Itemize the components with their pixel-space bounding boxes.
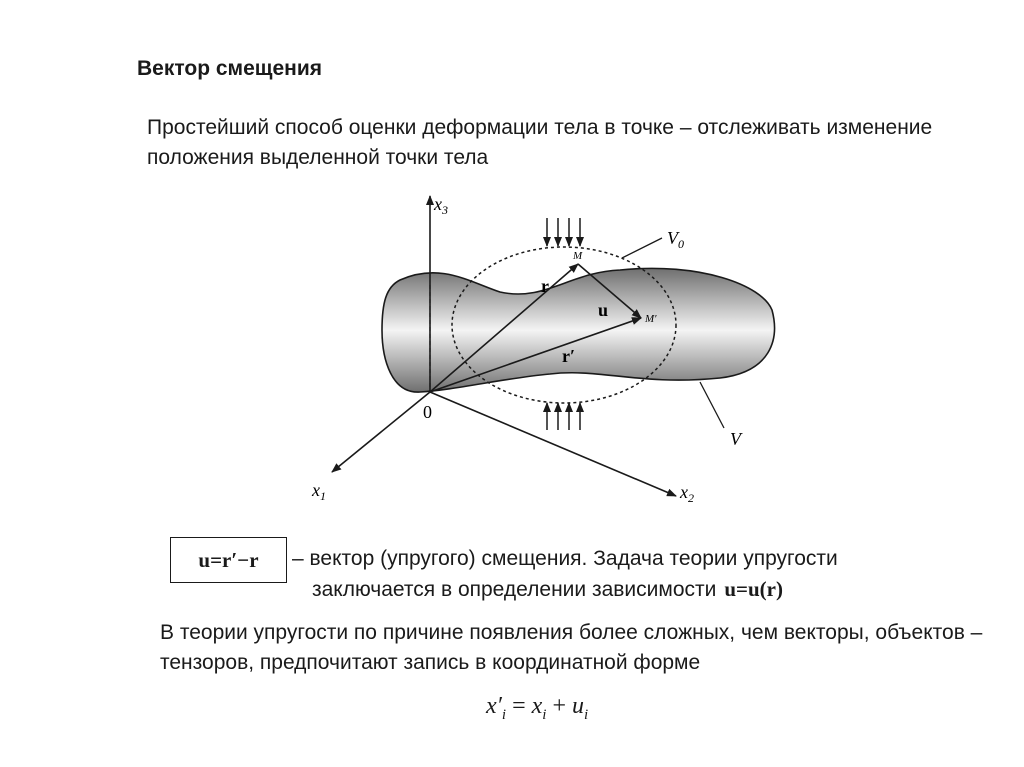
force-arrows-top — [547, 218, 580, 246]
eq-lhs-sub: i — [501, 706, 507, 723]
eq-plus: + — [546, 693, 572, 719]
eq-term1: x — [531, 693, 543, 719]
label-origin: 0 — [423, 402, 432, 422]
force-arrows-bottom — [547, 403, 580, 430]
label-x1: $x_1$ — [312, 480, 326, 503]
label-v0: $V_0$ — [667, 228, 684, 251]
intro-text: Простейший способ оценки деформации тела в точке – отслеживать изменение положения выделенной точки тела — [147, 116, 933, 169]
label-r: r — [541, 276, 549, 296]
label-x2: $x_2$ — [680, 482, 694, 505]
eq-equals: = — [506, 693, 532, 719]
label-v: V — [730, 429, 741, 449]
label-m: M — [573, 250, 583, 262]
label-r-prime: r′ — [562, 346, 576, 366]
coordinate-equation — [486, 693, 588, 724]
eq-term2-sub: i — [584, 706, 589, 723]
axis-x2 — [430, 392, 676, 496]
leader-v — [700, 382, 724, 428]
body-shape — [382, 268, 774, 392]
dependency-formula: u=u(r) — [724, 577, 783, 601]
eq-lhs-prime: ′ — [496, 693, 502, 719]
definition-line-2-text: заключается в определении зависимости — [312, 578, 717, 601]
slide-title: Вектор смещения — [137, 57, 322, 80]
eq-lhs: x — [486, 693, 497, 719]
definition-line-2 — [312, 577, 783, 602]
label-x3: $x_3$ — [434, 194, 448, 217]
axis-x1 — [332, 392, 430, 472]
eq-term2: u — [572, 693, 584, 719]
label-m-prime: M′ — [645, 313, 657, 325]
eq-term1-sub: i — [542, 706, 547, 723]
displacement-formula-box: u=r′−r — [170, 537, 287, 583]
leader-v0 — [622, 238, 662, 258]
tensor-paragraph: В теории упругости по причине появления более сложных, чем векторы, объектов – тензоров, предпочитают запись в координатной форме — [160, 621, 983, 674]
label-u: u — [598, 300, 609, 320]
definition-line-1: – вектор (упругого) смещения. Задача теории упругости — [292, 547, 838, 570]
